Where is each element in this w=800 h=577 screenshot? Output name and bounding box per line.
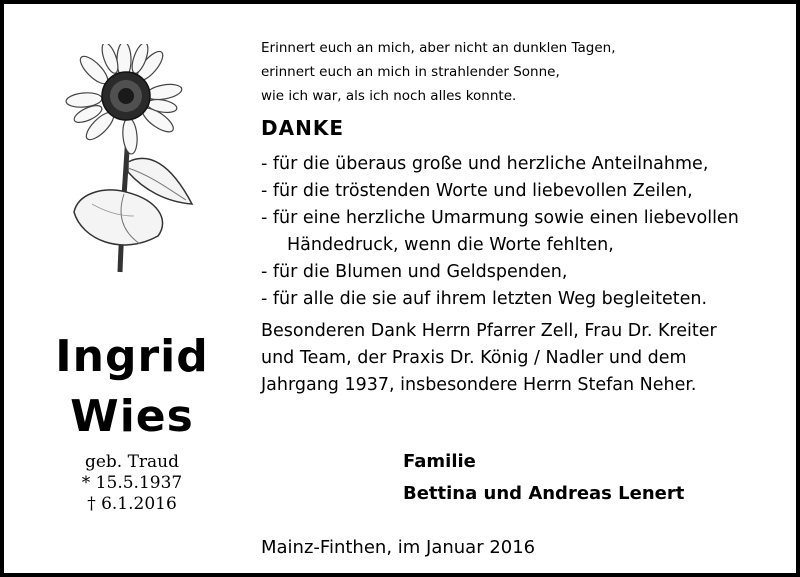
place-date: Mainz-Finthen, im Januar 2016 (261, 537, 536, 558)
thanks-heading: DANKE (261, 116, 344, 140)
verse-line: erinnert euch an mich in strahlender Sonne, (261, 64, 560, 80)
memorial-verse (261, 36, 781, 108)
sunflower-image (62, 44, 202, 279)
deceased-first-name: Ingrid (55, 331, 209, 382)
family-label: Familie (403, 451, 476, 472)
thanks-list (261, 151, 781, 313)
list-item: - für die Blumen und Geldspenden, (261, 262, 568, 282)
list-item: - für alle die sie auf ihrem letzten Weg begleiteten. (261, 289, 708, 309)
death-date: † 6.1.2016 (87, 494, 177, 514)
thanks-line: und Team, der Praxis Dr. König / Nadler und dem (261, 348, 687, 368)
thanks-line: Besonderen Dank Herrn Pfarrer Zell, Frau Dr. Kreiter (261, 321, 717, 341)
maiden-name: geb. Traud (84, 452, 180, 472)
list-item: - für eine herzliche Umarmung sowie einen liebevollen (261, 208, 739, 228)
verse-line: Erinnert euch an mich, aber nicht an dunklen Tagen, (261, 40, 616, 56)
list-item: - für die tröstenden Worte und liebevollen Zeilen, (261, 181, 693, 201)
list-item: - für die überaus große und herzliche Anteilnahme, (261, 154, 709, 174)
deceased-last-name: Wies (70, 391, 194, 442)
family-names: Bettina und Andreas Lenert (403, 483, 685, 504)
verse-line: wie ich war, als ich noch alles konnte. (261, 88, 517, 104)
special-thanks (261, 318, 781, 399)
thanks-line: Jahrgang 1937, insbesondere Herrn Stefan Neher. (261, 375, 697, 395)
list-item-continuation: Händedruck, wenn die Worte fehlten, (287, 235, 614, 255)
birth-date: * 15.5.1937 (81, 473, 183, 493)
